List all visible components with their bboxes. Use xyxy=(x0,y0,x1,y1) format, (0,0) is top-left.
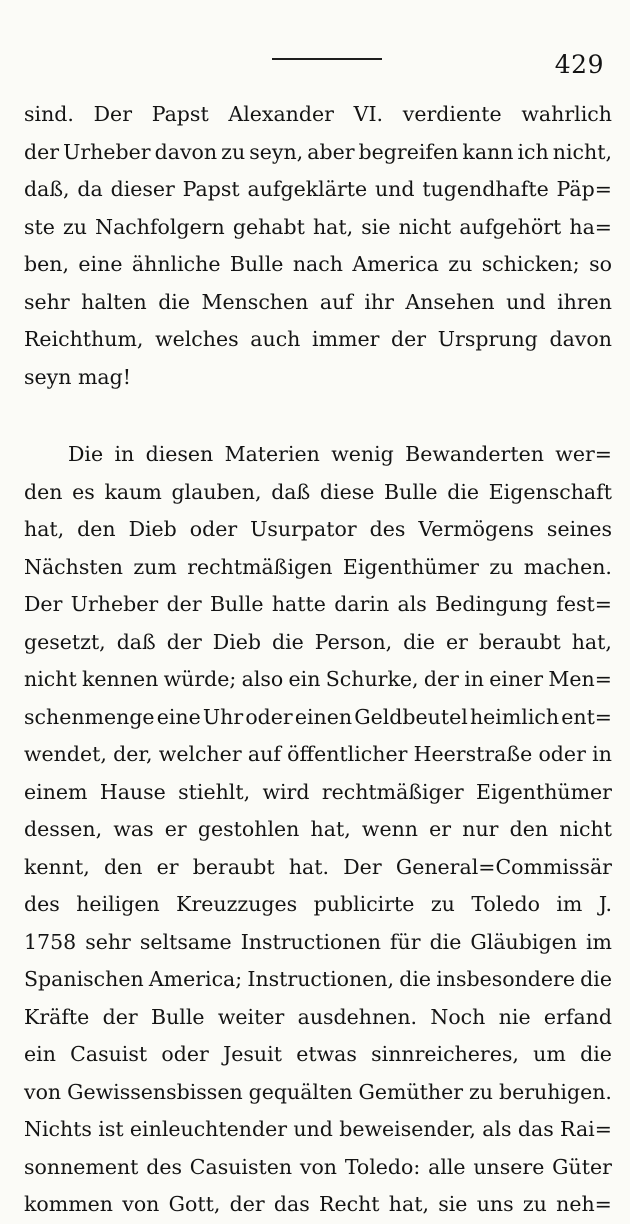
word: beraubt xyxy=(478,629,561,654)
word: J. xyxy=(598,892,612,916)
word: kommen xyxy=(24,1192,113,1216)
text-line xyxy=(24,1074,612,1112)
word: um xyxy=(533,1042,566,1066)
word: und xyxy=(374,177,415,201)
word: aufgeklärte xyxy=(247,177,368,201)
text-line xyxy=(24,774,612,812)
word: daß, xyxy=(24,177,70,201)
word: Casuisten xyxy=(189,1154,293,1179)
word: unsere xyxy=(473,1154,545,1179)
word: halten xyxy=(81,289,147,314)
word: Nachfolgern xyxy=(95,214,225,239)
text-line xyxy=(24,736,612,774)
word: einem xyxy=(24,779,88,804)
word: kennen xyxy=(81,667,159,691)
word: Eigenthümer xyxy=(342,554,479,579)
word: einen xyxy=(294,704,353,729)
word: Eigenschaft xyxy=(488,479,612,504)
word: Instructionen, xyxy=(247,967,395,991)
word: Urheber xyxy=(70,592,159,616)
word: sonnement xyxy=(24,1154,139,1179)
word: Güter xyxy=(552,1154,612,1179)
word: Bewanderten xyxy=(405,442,544,466)
word: die xyxy=(399,967,432,991)
word: der xyxy=(423,667,459,691)
word: es xyxy=(72,479,95,504)
word: des xyxy=(369,517,406,541)
word: oder xyxy=(161,1042,209,1066)
text-line xyxy=(24,134,612,172)
word: wer= xyxy=(555,442,612,466)
word: begreifen xyxy=(358,139,459,164)
word: rechtmäßigen xyxy=(187,554,333,579)
word: Dieb xyxy=(212,629,262,654)
word: Dieb xyxy=(128,517,177,541)
word: Hause xyxy=(99,779,166,804)
word: das xyxy=(273,1192,310,1216)
word: Papst xyxy=(182,177,240,201)
word: von xyxy=(122,1192,160,1216)
word: uns xyxy=(476,1192,514,1216)
word: die xyxy=(580,1042,612,1066)
word: hat, xyxy=(312,214,354,239)
word: mag! xyxy=(77,364,131,389)
word: der xyxy=(391,327,427,351)
text-line xyxy=(24,96,612,134)
body-text xyxy=(24,96,612,1224)
word: des xyxy=(146,1154,182,1179)
word: würde; xyxy=(163,667,237,691)
word: die xyxy=(447,479,480,504)
word: beweisender, xyxy=(339,1117,476,1141)
word: von xyxy=(24,1079,62,1104)
word: sehr xyxy=(85,929,131,954)
word: America; xyxy=(148,967,243,991)
word: diese xyxy=(319,479,375,504)
word: gequälten xyxy=(248,1079,353,1104)
word: heimlich xyxy=(469,704,560,729)
word: Geldbeutel xyxy=(354,704,468,729)
word: Bulle xyxy=(384,479,438,504)
word: insbesondere xyxy=(436,967,575,991)
word: die xyxy=(429,929,462,954)
word: Rai= xyxy=(560,1117,612,1141)
word: Person, xyxy=(314,629,393,654)
text-line xyxy=(24,886,612,924)
word: welches xyxy=(155,327,239,351)
paragraph-gap xyxy=(24,396,612,436)
word: ihr xyxy=(364,289,394,314)
word: die xyxy=(580,967,612,991)
word: wird xyxy=(262,779,310,804)
word: zu xyxy=(448,252,473,276)
word: neh= xyxy=(556,1192,612,1216)
word: nach xyxy=(292,252,343,276)
word: hatte xyxy=(271,592,326,616)
text-line xyxy=(24,849,612,887)
word: auf xyxy=(247,742,281,766)
word: Vermögens xyxy=(418,517,534,541)
word: hat, xyxy=(310,817,351,841)
word: auf xyxy=(319,289,353,314)
word: Menschen xyxy=(201,289,309,314)
word: Der xyxy=(93,102,132,126)
word: Ansehen xyxy=(405,289,495,314)
text-line xyxy=(24,624,612,662)
text-line xyxy=(24,811,612,849)
word: hat, xyxy=(571,629,612,654)
word: also xyxy=(241,667,284,691)
word: in xyxy=(114,442,135,466)
word: gehabt xyxy=(232,214,305,239)
text-line xyxy=(24,511,612,549)
word: Eigenthümer xyxy=(475,779,612,804)
word: nur xyxy=(462,817,499,841)
text-line xyxy=(24,1111,612,1149)
word: davon xyxy=(154,139,218,164)
word: Nächsten xyxy=(24,554,123,579)
word: das xyxy=(517,1117,554,1141)
text-line xyxy=(24,1149,612,1187)
word: er xyxy=(164,817,187,841)
word: sie xyxy=(438,1192,468,1216)
text-line xyxy=(24,436,612,474)
word: Recht xyxy=(319,1192,380,1216)
word: tugendhafte xyxy=(422,177,549,201)
word: hat, xyxy=(24,517,65,541)
word: nicht xyxy=(398,214,452,239)
text-line xyxy=(24,661,612,699)
word: den xyxy=(509,817,549,841)
word: in xyxy=(592,742,612,766)
word: was xyxy=(113,817,154,841)
word: und xyxy=(506,289,546,314)
word: ihren xyxy=(557,289,612,314)
word: im xyxy=(585,929,612,954)
word: zu xyxy=(221,139,246,164)
word: Casuist xyxy=(70,1042,148,1066)
word: Bulle xyxy=(151,1004,205,1029)
word: Die xyxy=(68,442,104,466)
word: Bedingung xyxy=(435,592,548,616)
word: Instructionen xyxy=(240,929,381,954)
word: nicht, xyxy=(552,139,612,164)
word: darin xyxy=(334,592,390,616)
word: Noch xyxy=(430,1004,486,1029)
word: zu xyxy=(468,1079,493,1104)
word: ein xyxy=(288,667,321,691)
word: zum xyxy=(133,554,177,579)
word: ein xyxy=(24,1042,56,1066)
word: zu xyxy=(430,892,455,916)
word: Jesuit xyxy=(223,1042,282,1066)
word: beruhigen. xyxy=(498,1079,612,1104)
page-number: 429 xyxy=(554,50,604,79)
word: er xyxy=(445,629,468,654)
word: im xyxy=(556,892,583,916)
word: glauben, xyxy=(171,479,262,504)
word: gestohlen xyxy=(197,817,300,841)
word: ausdehnen. xyxy=(297,1004,418,1029)
word: Der xyxy=(343,854,382,879)
word: einleuchtender xyxy=(129,1117,288,1141)
text-line xyxy=(24,586,612,624)
text-line xyxy=(24,246,612,284)
word: America xyxy=(352,252,439,276)
word: zu xyxy=(63,214,88,239)
word: ich xyxy=(517,139,549,164)
word: Reichthum, xyxy=(24,327,144,351)
word: dessen, xyxy=(24,817,103,841)
word: er xyxy=(429,817,452,841)
word: nicht xyxy=(559,817,612,841)
word: Bulle xyxy=(229,252,284,276)
text-line xyxy=(24,321,612,359)
word: von xyxy=(299,1154,338,1179)
word: zu xyxy=(489,554,514,579)
text-line xyxy=(24,924,612,962)
word: da xyxy=(77,177,103,201)
word: wahrlich xyxy=(521,102,612,126)
word: als xyxy=(482,1117,512,1141)
word: Men= xyxy=(548,667,612,691)
word: Päp= xyxy=(556,177,612,201)
word: Bulle xyxy=(209,592,264,616)
word: eine xyxy=(156,704,201,729)
word: Uhr xyxy=(202,704,244,729)
word: oder xyxy=(189,517,238,541)
word: sehr xyxy=(24,289,70,314)
text-line xyxy=(24,999,612,1037)
word: heiligen xyxy=(76,892,160,916)
word: ist xyxy=(98,1117,124,1141)
word: seyn xyxy=(24,364,78,389)
text-line xyxy=(24,1186,612,1224)
word: nie xyxy=(498,1004,531,1029)
word: weiter xyxy=(217,1004,285,1029)
word: welcher xyxy=(158,742,242,766)
word: den xyxy=(77,517,116,541)
word: seyn, xyxy=(249,139,304,164)
word: VI. xyxy=(353,102,384,126)
word: sind. xyxy=(24,102,74,126)
header-rule xyxy=(272,58,382,60)
word: schicken; xyxy=(481,252,580,276)
word: fest= xyxy=(556,592,612,616)
text-line xyxy=(24,549,612,587)
word: der xyxy=(24,139,60,164)
word: General=Commissär xyxy=(395,854,612,879)
word: machen. xyxy=(523,554,612,579)
word: sie xyxy=(361,214,391,239)
word: erfand xyxy=(543,1004,612,1029)
word: auch xyxy=(250,327,301,351)
word: sinnreicheres, xyxy=(371,1042,519,1066)
word: aber xyxy=(307,139,355,164)
word: hat, xyxy=(388,1192,429,1216)
word: immer xyxy=(312,327,380,351)
word: oder xyxy=(538,742,586,766)
word: wenig xyxy=(331,442,394,466)
word: nicht xyxy=(24,667,77,691)
word: einer xyxy=(489,667,544,691)
word: ste xyxy=(24,214,55,239)
word: Kreuzzuges xyxy=(176,892,298,916)
word: kann xyxy=(462,139,514,164)
text-line xyxy=(24,284,612,322)
word: den xyxy=(24,479,63,504)
text-line xyxy=(24,474,612,512)
text-line xyxy=(24,209,612,247)
text-line xyxy=(24,961,612,999)
word: gesetzt, xyxy=(24,629,106,654)
word: dieser xyxy=(110,177,175,201)
text-line xyxy=(24,1036,612,1074)
text-line xyxy=(24,699,612,737)
word: Kräfte xyxy=(24,1004,90,1029)
word: schenmenge xyxy=(24,704,155,729)
word: er xyxy=(156,854,179,879)
word: stiehlt, xyxy=(178,779,251,804)
word: Heerstraße xyxy=(413,742,533,766)
word: Schurke, xyxy=(325,667,419,691)
word: den xyxy=(103,854,143,879)
word: so xyxy=(589,252,612,276)
word: kennt, xyxy=(24,854,90,879)
text-line xyxy=(24,171,612,209)
word: die xyxy=(158,289,190,314)
word: Usurpator xyxy=(250,517,357,541)
word: Toledo xyxy=(471,892,540,916)
word: beraubt xyxy=(192,854,275,879)
word: 1758 xyxy=(24,929,77,954)
word: seines xyxy=(546,517,612,541)
word: der xyxy=(166,592,202,616)
text-line xyxy=(24,359,612,397)
word: Ursprung xyxy=(437,327,538,351)
word: davon xyxy=(549,327,612,351)
word: seltsame xyxy=(139,929,232,954)
word: ähnliche xyxy=(131,252,221,276)
word: Alexander xyxy=(228,102,334,126)
word: oder xyxy=(245,704,293,729)
word: des xyxy=(24,892,60,916)
word: daß xyxy=(116,629,156,654)
word: für xyxy=(389,929,421,954)
word: in xyxy=(464,667,484,691)
word: Spanischen xyxy=(24,967,144,991)
word: zu xyxy=(522,1192,547,1216)
word: publicirte xyxy=(313,892,415,916)
word: rechtmäßiger xyxy=(321,779,464,804)
word: der, xyxy=(113,742,153,766)
word: wenn xyxy=(361,817,418,841)
word: Urheber xyxy=(63,139,151,164)
word: Toledo: xyxy=(344,1154,421,1179)
word: verdiente xyxy=(402,102,502,126)
word: die xyxy=(272,629,304,654)
word: die xyxy=(403,629,435,654)
word: Materien xyxy=(224,442,320,466)
word: Gemüther xyxy=(358,1079,464,1104)
word: der xyxy=(166,629,202,654)
word: Der xyxy=(24,592,63,616)
word: Gläubigen xyxy=(470,929,577,954)
word: Gott, xyxy=(168,1192,221,1216)
word: der xyxy=(102,1004,138,1029)
word: etwas xyxy=(296,1042,357,1066)
word: aufgehört xyxy=(459,214,562,239)
word: hat. xyxy=(288,854,330,879)
word: Nichts xyxy=(24,1117,92,1141)
word: Papst xyxy=(151,102,209,126)
word: diesen xyxy=(145,442,214,466)
word: ben, xyxy=(24,252,69,276)
word: wendet, xyxy=(24,742,107,766)
word: alle xyxy=(428,1154,466,1179)
word: ent= xyxy=(561,704,612,729)
word: öffentlicher xyxy=(287,742,408,766)
word: als xyxy=(397,592,427,616)
word: kaum xyxy=(104,479,162,504)
word: eine xyxy=(78,252,123,276)
word: und xyxy=(293,1117,333,1141)
word: daß xyxy=(271,479,311,504)
word: ha= xyxy=(569,214,612,239)
word: der xyxy=(229,1192,265,1216)
word: Gewissensbissen xyxy=(67,1079,243,1104)
